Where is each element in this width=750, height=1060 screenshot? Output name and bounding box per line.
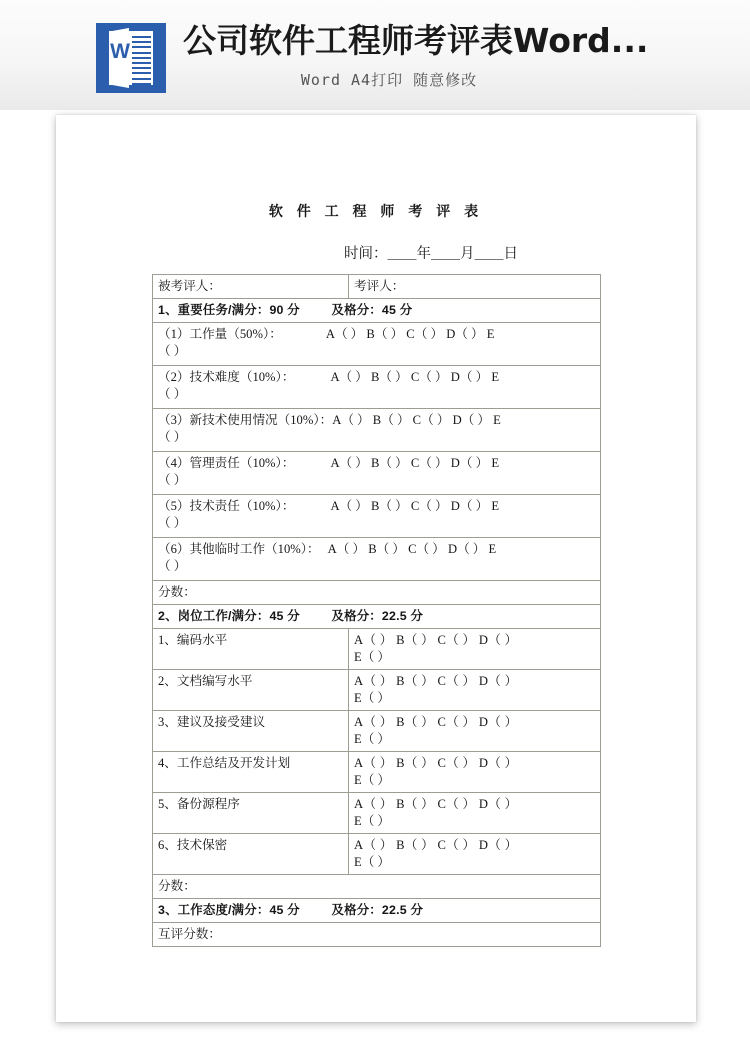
table-row[interactable] [153,409,601,452]
banner-subtitle: Word A4打印 随意修改 [300,71,478,89]
word-icon-letter: W [110,40,130,63]
section1-item-2[interactable] [153,366,601,409]
item-label: （3）新技术使用情况（10%）： [158,413,333,427]
table-row[interactable] [153,670,601,711]
item-options[interactable]: A（ ） B（ ） C（ ） D（ ） E [332,413,501,427]
section2-item-label-5: 5、备份源程序 [153,793,349,834]
assessor-cell[interactable]: 考评人： [349,275,601,299]
item-options-wrap[interactable]: （ ） [158,559,187,573]
word-icon-lines [132,36,151,88]
peer-score-label[interactable]: 互评分数： [153,923,601,947]
section2-heading-row [153,605,601,629]
table-row-people [153,275,601,299]
table-row[interactable] [153,793,601,834]
item-options-wrap[interactable]: （ ） [158,387,187,401]
section2-item-label-4: 4、工作总结及开发计划 [153,752,349,793]
section2-item-options-4[interactable] [349,752,601,793]
options-line-2[interactable]: E（ ） [354,855,391,869]
options-line-2[interactable]: E（ ） [354,773,391,787]
section3-heading-left: 3、工作态度/满分：45 分 [158,903,300,917]
section2-item-options-1[interactable] [349,629,601,670]
item-label: （2）技术难度（10%）： [158,370,295,384]
item-options-wrap[interactable]: （ ） [158,473,187,487]
word-document-icon [96,23,166,93]
options-line-2[interactable]: E（ ） [354,691,391,705]
item-options-wrap[interactable]: （ ） [158,516,187,530]
document-page [56,115,696,1022]
section3-heading-row [153,899,601,923]
table-row[interactable] [153,366,601,409]
section1-heading-row [153,299,601,323]
options-line-2[interactable]: E（ ） [354,650,391,664]
section2-item-label-2: 2、文档编写水平 [153,670,349,711]
section2-item-options-2[interactable] [349,670,601,711]
item-label: （4）管理责任（10%）： [158,456,295,470]
section2-item-options-5[interactable] [349,793,601,834]
section2-score-label[interactable]: 分数： [153,875,601,899]
section1-item-1[interactable] [153,323,601,366]
banner-text-group [183,20,703,90]
item-options[interactable]: A（ ） B（ ） C（ ） D（ ） E [330,456,500,470]
document-date-line: 时间：＿＿年＿＿月＿＿日 [344,246,518,262]
section1-item-5[interactable] [153,495,601,538]
table-row[interactable] [153,452,601,495]
table-row[interactable] [153,711,601,752]
table-row[interactable] [153,323,601,366]
options-line-1[interactable]: A（ ） B（ ） C（ ） D（ ） [354,797,518,811]
section3-heading [153,899,601,923]
banner-title: 公司软件工程师考评表Word... [183,21,649,60]
section1-item-6[interactable] [153,538,601,581]
section2-heading-right: 及格分：22.5 分 [331,609,424,623]
item-label: （5）技术责任（10%）： [158,499,295,513]
section1-item-4[interactable] [153,452,601,495]
table-row[interactable] [153,834,601,875]
item-options[interactable]: A（ ） B（ ） C（ ） D（ ） E [327,542,497,556]
section2-heading [153,605,601,629]
table-row[interactable] [153,495,601,538]
peer-score-row[interactable] [153,923,601,947]
options-line-1[interactable]: A（ ） B（ ） C（ ） D（ ） [354,633,518,647]
options-line-1[interactable]: A（ ） B（ ） C（ ） D（ ） [354,715,518,729]
options-line-2[interactable]: E（ ） [354,814,391,828]
section2-item-label-3: 3、建议及接受建议 [153,711,349,752]
options-line-2[interactable]: E（ ） [354,732,391,746]
section2-item-options-6[interactable] [349,834,601,875]
section2-heading-left: 2、岗位工作/满分：45 分 [158,609,300,623]
section2-score-row[interactable] [153,875,601,899]
options-line-1[interactable]: A（ ） B（ ） C（ ） D（ ） [354,674,518,688]
section3-heading-right: 及格分：22.5 分 [331,903,424,917]
item-options-wrap[interactable]: （ ） [158,430,187,444]
section1-score-label[interactable]: 分数： [153,581,601,605]
item-options[interactable]: A（ ） B（ ） C（ ） D（ ） E [330,370,500,384]
assessee-cell[interactable]: 被考评人： [153,275,349,299]
section2-item-label-1: 1、编码水平 [153,629,349,670]
section2-item-label-6: 6、技术保密 [153,834,349,875]
item-options[interactable]: A（ ） B（ ） C（ ） D（ ） E [325,327,495,341]
item-label: （6）其他临时工作（10%）： [158,542,320,556]
section1-item-3[interactable] [153,409,601,452]
section1-score-row[interactable] [153,581,601,605]
options-line-1[interactable]: A（ ） B（ ） C（ ） D（ ） [354,756,518,770]
section2-item-options-3[interactable] [349,711,601,752]
section1-heading-left: 1、重要任务/满分：90 分 [158,303,300,317]
evaluation-form-table [152,274,601,947]
table-row[interactable] [153,629,601,670]
section1-heading [153,299,601,323]
item-options[interactable]: A（ ） B（ ） C（ ） D（ ） E [330,499,500,513]
section1-heading-right: 及格分：45 分 [331,303,413,317]
options-line-1[interactable]: A（ ） B（ ） C（ ） D（ ） [354,838,518,852]
item-label: （1）工作量（50%）： [158,327,282,341]
table-row[interactable] [153,538,601,581]
document-title: 软 件 工 程 师 考 评 表 [268,203,484,219]
item-options-wrap[interactable]: （ ） [158,344,187,358]
table-row[interactable] [153,752,601,793]
